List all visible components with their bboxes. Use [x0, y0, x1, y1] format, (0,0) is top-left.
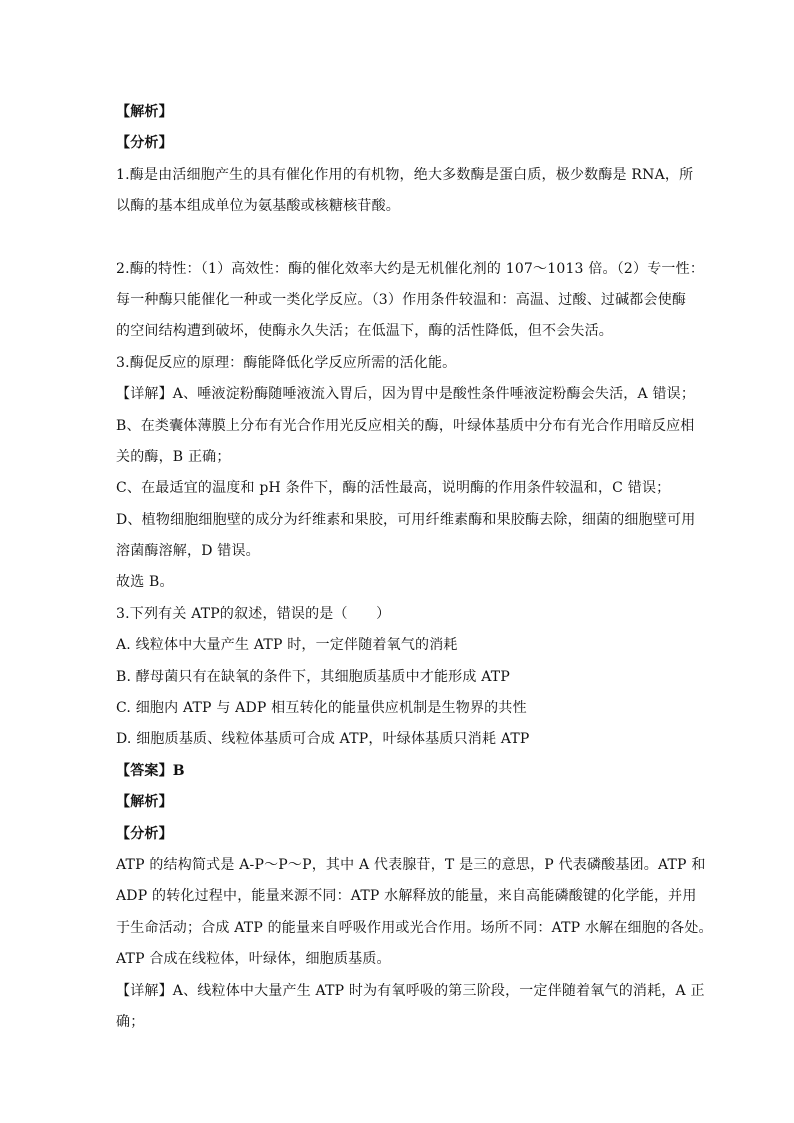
text-line: 以酶的基本组成单位为氨基酸或核糖核苷酸。 [116, 198, 400, 215]
detail-explanation-q2: 【详解】A、唾液淀粉酶随唾液流入胃后，因为胃中是酸性条件唾液淀粉酶会失活，A 错误； [116, 386, 696, 403]
answer-q3: 【答案】B [116, 762, 185, 779]
option-b: B. 酵母菌只有在缺氧的条件下，其细胞质基质中才能形成 ATP [116, 668, 510, 685]
option-d: D. 细胞质基质、线粒体基质可合成 ATP，叶绿体基质只消耗 ATP [116, 731, 530, 748]
text-line: B、在类囊体薄膜上分布有光合作用光反应相关的酶，叶绿体基质中分布有光合作用暗反应相 [116, 417, 695, 434]
document-page [116, 101, 713, 1042]
text-line: 关的酶，B 正确； [116, 448, 231, 465]
section-label-breakdown-q3: 【分析】 [116, 825, 173, 842]
text-line: C、在最适宜的温度和 pH 条件下，酶的活性最高，说明酶的作用条件较温和，C 错误； [116, 480, 671, 497]
text-line: 每一种酶只能催化一种或一类化学反应。（3）作用条件较温和：高温、过酸、过碱都会使酶 [116, 291, 687, 308]
text-line: 确； [116, 1013, 145, 1030]
text-line: 的空间结构遭到破坏，使酶永久失活；在低温下，酶的活性降低，但不会失活。 [116, 323, 613, 340]
question-3-stem: 3.下列有关 ATP的叙述，错误的是（ ） [116, 605, 391, 622]
option-a: A. 线粒体中大量产生 ATP 时，一定伴随着氧气的消耗 [116, 637, 458, 654]
detail-explanation-q3: 【详解】A、线粒体中大量产生 ATP 时为有氧呼吸的第三阶段，一定伴随着氧气的消耗，A 正 [116, 982, 705, 999]
option-c: C. 细胞内 ATP 与 ADP 相互转化的能量供应机制是生物界的共性 [116, 700, 527, 717]
section-label-analysis-q3: 【解析】 [116, 794, 173, 811]
text-line: ATP 的结构简式是 A-P～P～P，其中 A 代表腺苷，T 是三的意思，P 代表磷酸基团。ATP 和 [116, 856, 706, 873]
text-line: 3.酶促反应的原理：酶能降低化学反应所需的活化能。 [116, 354, 457, 371]
text-line: 溶菌酶溶解，D 错误。 [116, 543, 260, 560]
paragraph-gap [116, 227, 686, 258]
text-line: 1.酶是由活细胞产生的具有催化作用的有机物，绝大多数酶是蛋白质，极少数酶是 RNA，所 [116, 166, 694, 183]
text-line: ATP 合成在线粒体，叶绿体，细胞质基质。 [116, 951, 391, 968]
section-label-analysis-q2: 【解析】 [116, 104, 173, 120]
text-line: 2.酶的特性：（1）高效性：酶的催化效率大约是无机催化剂的 107～1013 倍。（2）专一性： [116, 260, 705, 277]
conclusion-q2: 故选 B。 [116, 574, 174, 591]
text-line: ADP 的转化过程中，能量来源不同：ATP 水解释放的能量，来自高能磷酸键的化学能，并用 [116, 888, 697, 905]
text-line: 于生命活动；合成 ATP 的能量来自呼吸作用或光合作用。场所不同：ATP 水解在细胞的各处。 [116, 919, 713, 936]
section-label-breakdown-q2: 【分析】 [116, 135, 173, 152]
text-line: D、植物细胞细胞壁的成分为纤维素和果胶，可用纤维素酶和果胶酶去除，细菌的细胞壁可用 [116, 511, 696, 528]
